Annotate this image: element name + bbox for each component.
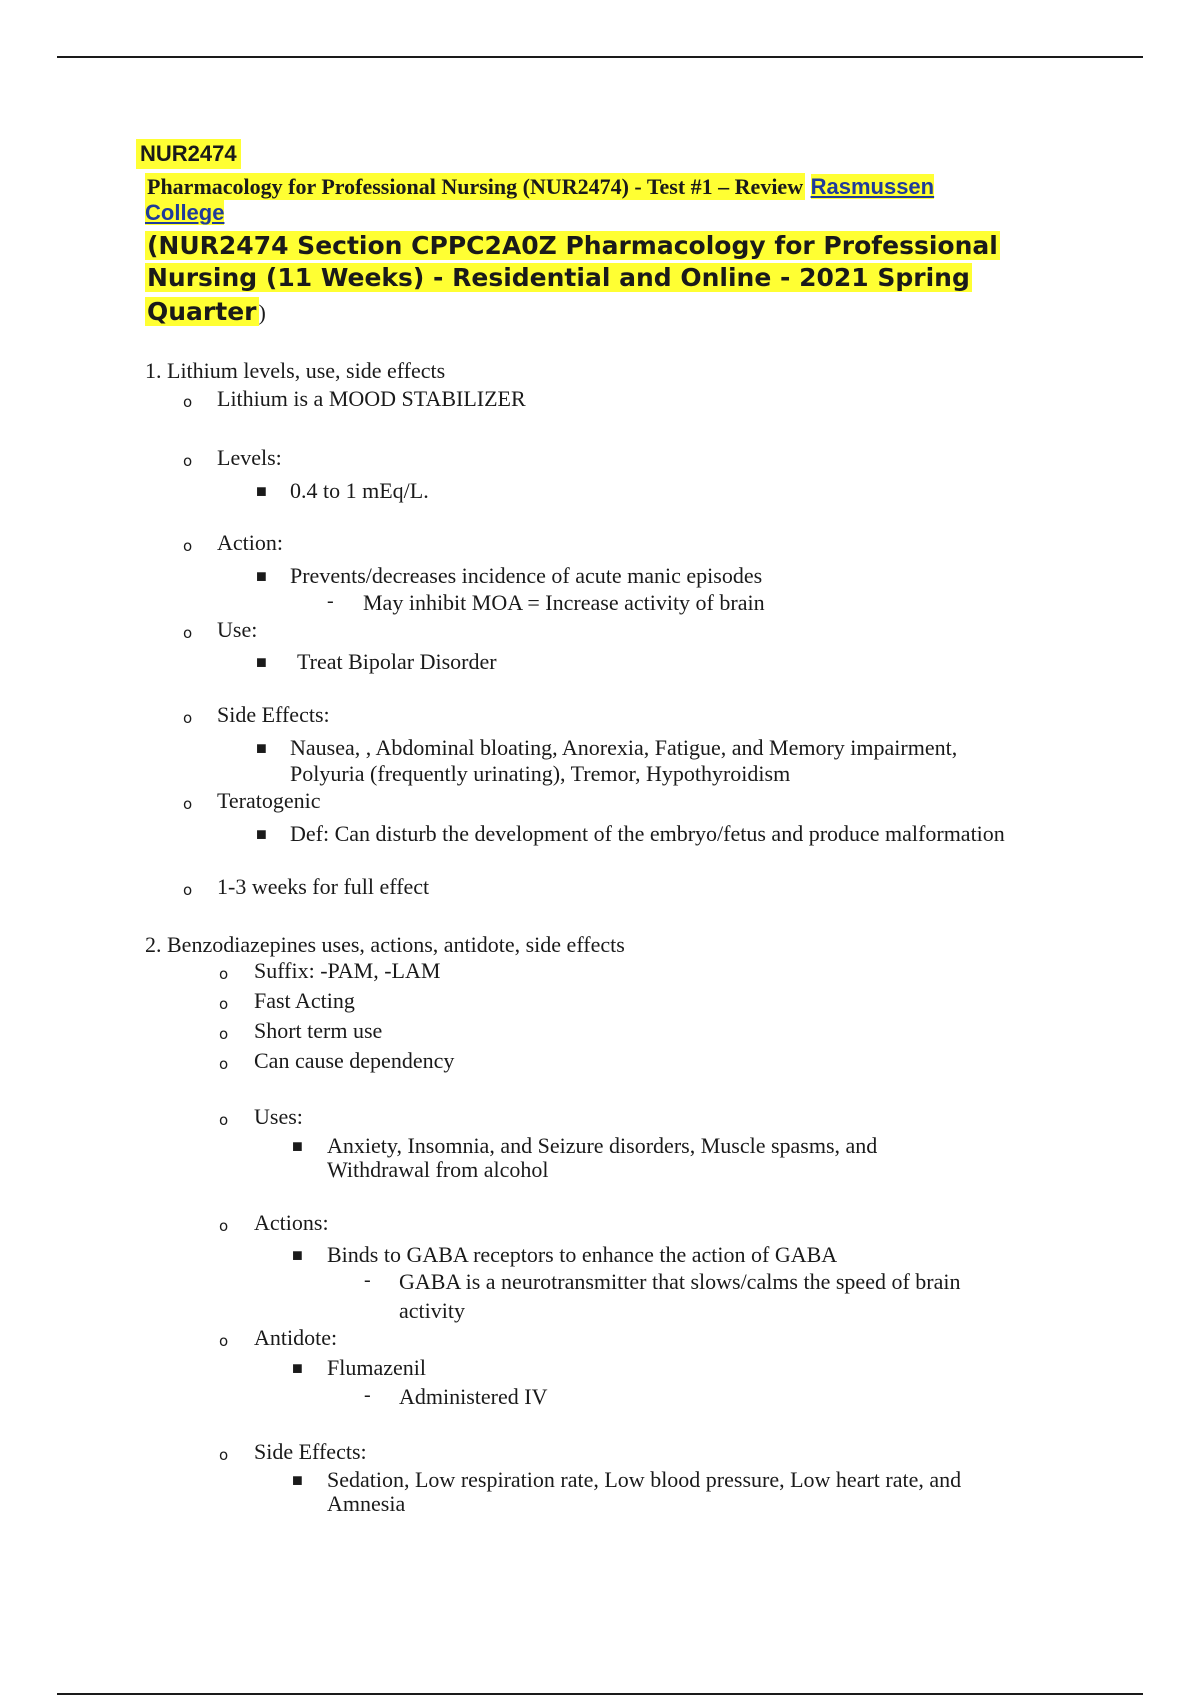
q2-item-side-effects: Side Effects: <box>254 1439 367 1464</box>
section-title-line-3 <box>145 297 266 326</box>
q1-item-teratogenic: Teratogenic <box>217 788 321 813</box>
section-title-text-3: Quarter <box>147 297 257 326</box>
section-title-line-2 <box>145 263 972 292</box>
q1-use-detail: Treat Bipolar Disorder <box>297 649 497 674</box>
section-title-text-1: (NUR2474 Section CPPC2A0Z Pharmacology for Professional <box>147 231 998 260</box>
square-bullet-icon: ■ <box>256 652 267 672</box>
circle-bullet-icon: o <box>219 965 229 983</box>
q1-action-subdetail: May inhibit MOA = Increase activity of brain <box>363 590 765 615</box>
q2-side-effects-line-1: Sedation, Low respiration rate, Low blood pressure, Low heart rate, and <box>327 1467 962 1492</box>
q2-item-dependency: Can cause dependency <box>254 1048 455 1073</box>
question-1-title: 1. Lithium levels, use, side effects <box>145 358 446 383</box>
q2-item-short-term: Short term use <box>254 1018 383 1043</box>
q2-item-actions: Actions: <box>254 1210 329 1235</box>
circle-bullet-icon: o <box>219 1111 229 1129</box>
q1-levels-value: 0.4 to 1 mEq/L. <box>290 478 429 503</box>
q2-item-fast-acting: Fast Acting <box>254 988 355 1013</box>
question-2-title: 2. Benzodiazepines uses, actions, antidote, side effects <box>145 932 625 957</box>
dash-bullet-icon: - <box>364 1269 371 1291</box>
section-title-text-2: Nursing (11 Weeks) - Residential and Online - 2021 Spring <box>147 263 970 292</box>
dash-bullet-icon: - <box>327 590 334 612</box>
q2-item-antidote: Antidote: <box>254 1325 338 1350</box>
circle-bullet-icon: o <box>183 452 193 470</box>
college-link-line <box>145 200 224 226</box>
square-bullet-icon: ■ <box>292 1358 303 1378</box>
subtitle-text: Pharmacology for Professional Nursing (NUR2474) - Test #1 – Review <box>147 174 804 199</box>
circle-bullet-icon: o <box>183 881 193 899</box>
q1-teratogenic-definition: Def: Can disturb the development of the embryo/fetus and produce malformation <box>290 821 1005 846</box>
course-code: NUR2474 <box>136 139 241 169</box>
square-bullet-icon: ■ <box>292 1470 303 1490</box>
q2-actions-subdetail-line-2: activity <box>399 1298 465 1323</box>
circle-bullet-icon: o <box>219 1025 229 1043</box>
section-title-close: ) <box>258 300 266 325</box>
q2-item-uses: Uses: <box>254 1104 303 1129</box>
q1-item-action: Action: <box>217 530 283 555</box>
q2-antidote-route: Administered IV <box>399 1384 548 1409</box>
q1-item-levels: Levels: <box>217 445 282 470</box>
q1-side-effects-line-2: Polyuria (frequently urinating), Tremor, Hypothyroidism <box>290 761 791 786</box>
q1-action-detail: Prevents/decreases incidence of acute manic episodes <box>290 563 763 588</box>
circle-bullet-icon: o <box>219 1217 229 1235</box>
q2-uses-line-2: Withdrawal from alcohol <box>327 1157 549 1182</box>
q2-antidote-name: Flumazenil <box>327 1355 426 1380</box>
circle-bullet-icon: o <box>183 709 193 727</box>
rasmussen-link[interactable]: Rasmussen <box>810 174 935 199</box>
bottom-divider <box>57 1693 1143 1695</box>
q2-item-suffix: Suffix: -PAM, -LAM <box>254 958 441 983</box>
section-title-line-1 <box>145 231 1000 260</box>
q1-side-effects-line-1: Nausea, , Abdominal bloating, Anorexia, Fatigue, and Memory impairment, <box>290 735 958 760</box>
square-bullet-icon: ■ <box>292 1136 303 1156</box>
q2-actions-subdetail-line-1: GABA is a neurotransmitter that slows/calms the speed of brain <box>399 1269 961 1294</box>
square-bullet-icon: ■ <box>256 824 267 844</box>
document-subtitle <box>145 174 934 200</box>
circle-bullet-icon: o <box>219 1446 229 1464</box>
square-bullet-icon: ■ <box>256 481 267 501</box>
square-bullet-icon: ■ <box>256 738 267 758</box>
circle-bullet-icon: o <box>183 795 193 813</box>
circle-bullet-icon: o <box>183 624 193 642</box>
q1-item-use: Use: <box>217 617 258 642</box>
circle-bullet-icon: o <box>219 1332 229 1350</box>
circle-bullet-icon: o <box>183 393 193 411</box>
square-bullet-icon: ■ <box>256 566 267 586</box>
q1-item-mood-stabilizer: Lithium is a MOOD STABILIZER <box>217 386 526 411</box>
q1-item-full-effect: 1-3 weeks for full effect <box>217 874 430 899</box>
college-link[interactable]: College <box>145 200 225 225</box>
circle-bullet-icon: o <box>219 995 229 1013</box>
square-bullet-icon: ■ <box>292 1245 303 1265</box>
q2-uses-line-1: Anxiety, Insomnia, and Seizure disorders, Muscle spasms, and <box>327 1133 878 1158</box>
circle-bullet-icon: o <box>183 537 193 555</box>
q1-item-side-effects: Side Effects: <box>217 702 330 727</box>
circle-bullet-icon: o <box>219 1055 229 1073</box>
q2-side-effects-line-2: Amnesia <box>327 1491 406 1516</box>
dash-bullet-icon: - <box>364 1384 371 1406</box>
q2-actions-detail: Binds to GABA receptors to enhance the action of GABA <box>327 1242 838 1267</box>
